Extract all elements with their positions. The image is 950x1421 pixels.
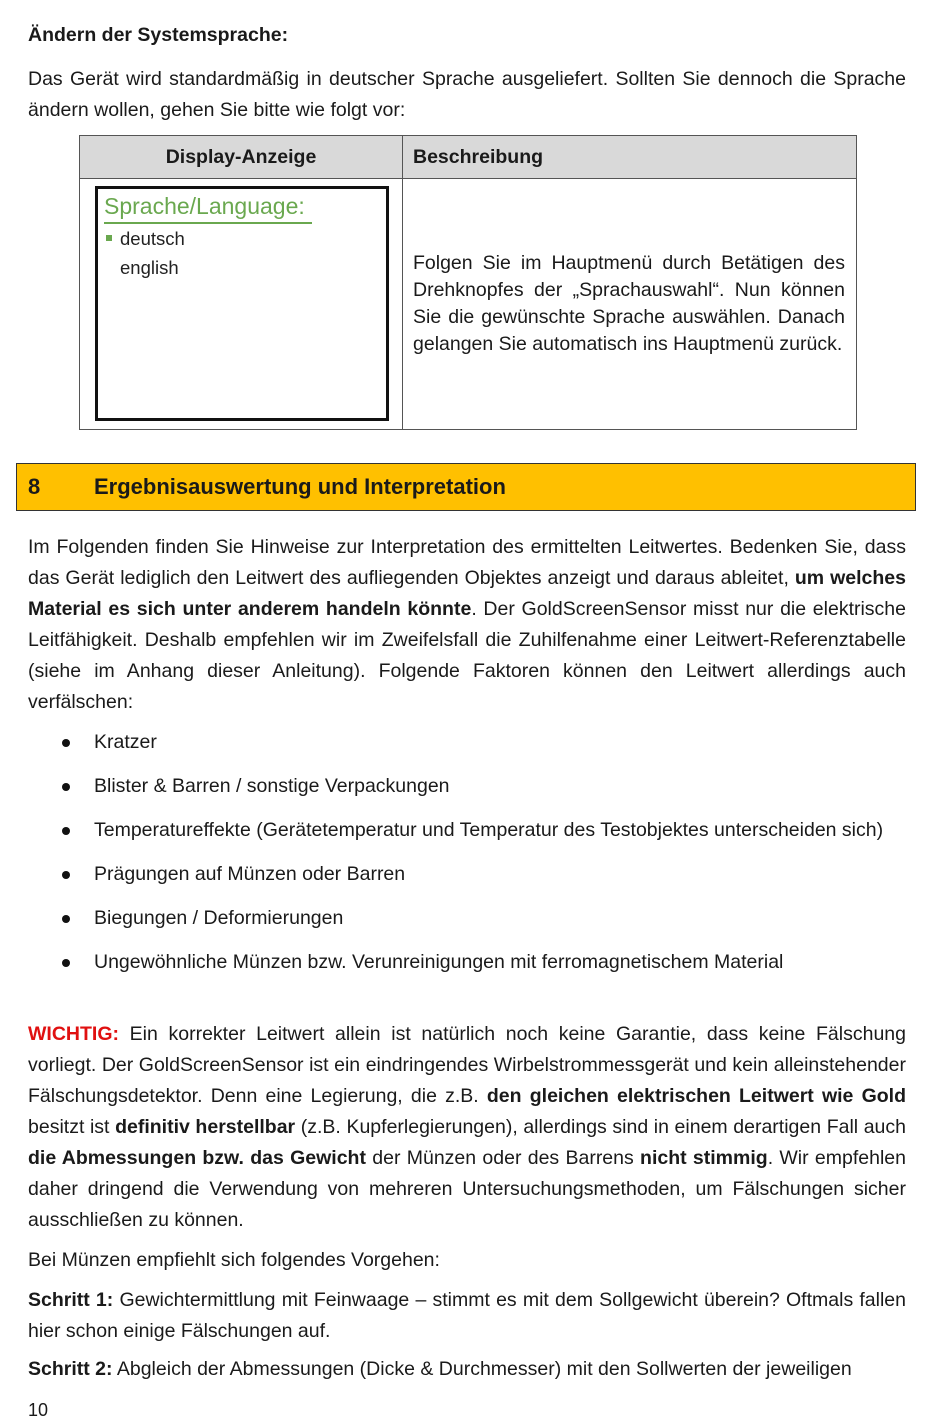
list-item: Temperatureffekte (Gerätetemperatur und Temperatur des Testobjektes unterscheiden sich)	[28, 815, 906, 846]
lcd-display	[95, 186, 389, 421]
step-2	[28, 1354, 906, 1385]
warning-bold-4: nicht stimmig	[640, 1147, 768, 1169]
lcd-title: Sprache/Language:	[104, 193, 305, 219]
lcd-option-deutsch: deutsch	[120, 228, 185, 249]
step-2-text: Abgleich der Abmessungen (Dicke & Durchmesser) mit den Sollwerten der jeweiligen	[112, 1358, 852, 1380]
list-item: Kratzer	[28, 727, 906, 758]
warning-label: WICHTIG:	[28, 1023, 119, 1045]
list-item: Ungewöhnliche Münzen bzw. Verunreinigungen mit ferromagnetischem Material	[28, 947, 906, 978]
chapter-number: 8	[28, 474, 41, 499]
warning-bold-2: definitiv herstellbar	[115, 1116, 296, 1138]
section-heading: Ändern der Systemsprache:	[28, 24, 289, 46]
list-item: Blister & Barren / sonstige Verpackungen	[28, 771, 906, 802]
step-1-label: Schritt 1:	[28, 1289, 114, 1311]
factor-list	[28, 727, 906, 991]
chapter-heading	[16, 463, 916, 511]
intro-paragraph: Das Gerät wird standardmäßig in deutscher Sprache ausgeliefert. Sollten Sie dennoch die Sprache ändern wollen, gehen Sie bitte wie folgt vor:	[28, 68, 906, 121]
main-bold-1: um welches Material es sich unter anderem handeln könnte	[28, 567, 906, 620]
main-paragraph	[28, 532, 906, 718]
description-text: Folgen Sie im Hauptmenü durch Betätigen des Drehknopfes der „Sprachauswahl“. Nun können Sie die gewünschte Sprache auswählen. Danach gelangen Sie automatisch ins Hauptmenü zurück.	[413, 252, 845, 355]
selected-marker-icon	[106, 235, 112, 241]
table-header-description: Beschreibung	[403, 136, 857, 179]
coins-intro: Bei Münzen empfiehlt sich folgendes Vorgehen:	[28, 1249, 440, 1271]
warning-text-2: besitzt ist	[28, 1116, 116, 1138]
page-number: 10	[28, 1400, 49, 1420]
warning-paragraph	[28, 1019, 906, 1236]
main-text-1: Im Folgenden finden Sie Hinweise zur Interpretation des ermittelten Leitwertes. Bedenken Sie, dass das Gerät lediglich den Leitwert des aufliegenden Objektes anzeigt und daraus ableitet,	[28, 536, 906, 589]
lcd-title-underline	[104, 222, 312, 224]
warning-text-4: der Münzen oder des Barrens	[365, 1147, 641, 1169]
warning-text-3: (z.B. Kupferlegierungen), allerdings sind in einem derartigen Fall auch	[295, 1116, 906, 1138]
display-cell	[80, 179, 403, 430]
warning-text-5: . Wir empfehlen daher dringend die Verwendung von mehreren Untersuchungsmethoden, um Fälschungen sicher ausschließen zu können.	[28, 1147, 906, 1231]
lcd-option-english: english	[120, 257, 179, 278]
warning-bold-3: die Abmessungen bzw. das Gewicht	[28, 1147, 366, 1169]
language-table	[79, 135, 857, 430]
description-cell	[403, 179, 857, 430]
warning-text-1: Ein korrekter Leitwert allein ist natürlich noch keine Garantie, dass keine Fälschung vorliegt. Der GoldScreenSensor ist ein eindringendes Wirbelstrommessgerät und kein alleinstehender Fälschungsdetektor. Denn eine Legierung, die z.B.	[28, 1023, 906, 1107]
table-header-display: Display-Anzeige	[80, 136, 403, 179]
step-1-text: Gewichtermittlung mit Feinwaage – stimmt es mit dem Sollgewicht überein? Oftmals fallen hier schon einige Fälschungen auf.	[28, 1289, 906, 1342]
list-item: Prägungen auf Münzen oder Barren	[28, 859, 906, 890]
list-item: Biegungen / Deformierungen	[28, 903, 906, 934]
main-text-2: . Der GoldScreenSensor misst nur die elektrische Leitfähigkeit. Deshalb empfehlen wir im Zweifelsfall die Zuhilfenahme einer Leitwert-Referenztabelle (siehe im Anhang dieser Anleitung). Folgende Faktoren können den Leitwert allerdings auch verfälschen:	[28, 598, 907, 713]
warning-bold-1: den gleichen elektrischen Leitwert wie Gold	[486, 1085, 906, 1107]
chapter-title: Ergebnisauswertung und Interpretation	[94, 474, 506, 499]
step-1	[28, 1285, 906, 1347]
step-2-label: Schritt 2:	[28, 1358, 113, 1380]
